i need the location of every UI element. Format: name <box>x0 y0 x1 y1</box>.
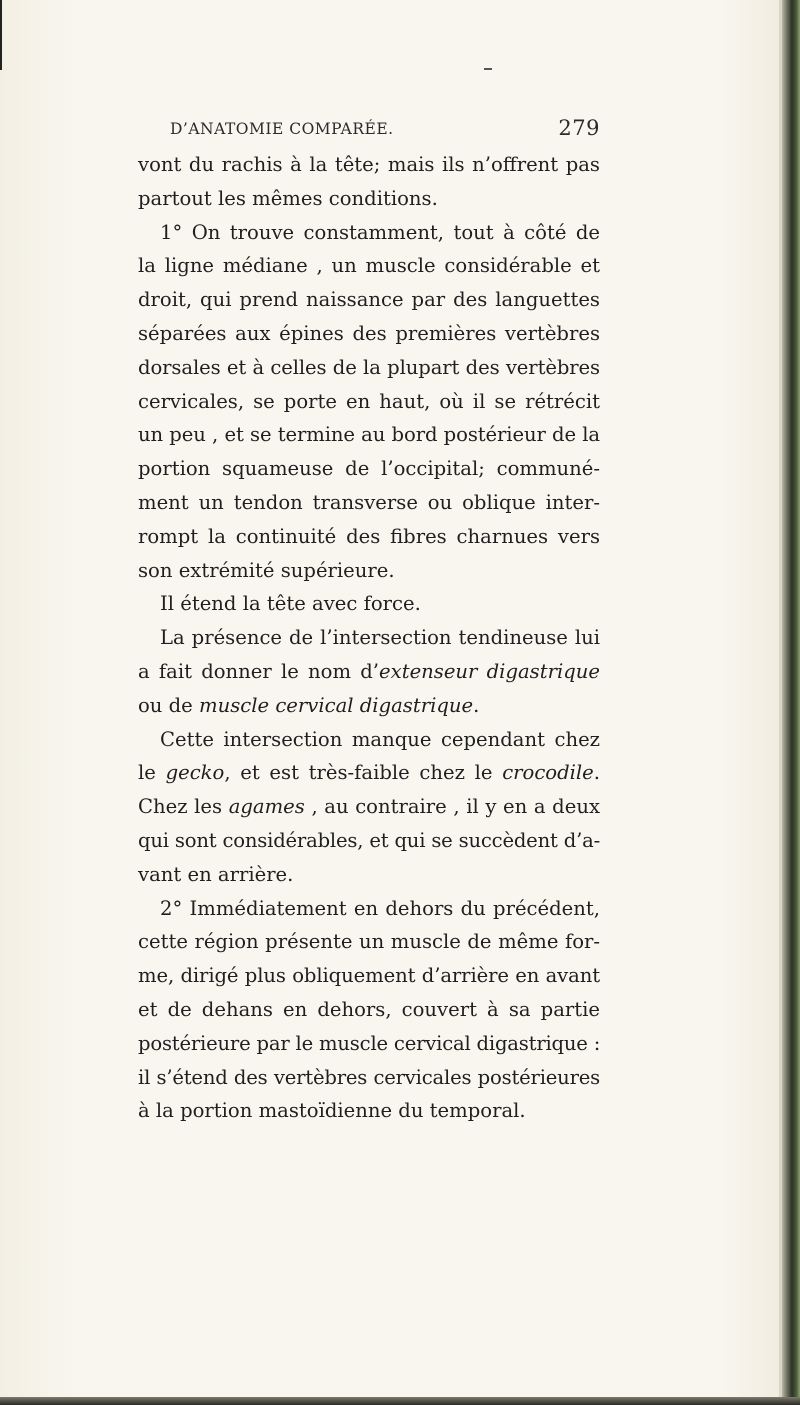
text-line: vant en arrière. <box>138 862 294 886</box>
text-line: partout les mêmes conditions. <box>138 186 438 210</box>
book-spine <box>782 0 800 1405</box>
scan-left-edge <box>0 0 2 1405</box>
text-line: cervicales, se porte en haut, où il se rétrécit <box>138 389 600 413</box>
text-line: 1° On trouve constamment, tout à côté de <box>160 220 600 244</box>
text-run: , au contraire , il y en a deux <box>304 795 600 819</box>
italic-term: crocodile <box>502 761 594 785</box>
text-run: . <box>593 761 600 785</box>
text-run: Chez les <box>138 795 229 819</box>
text-line: vont du rachis à la tête; mais ils n’offrent pas <box>138 153 600 176</box>
text-run: le <box>138 761 166 785</box>
text-run: a fait donner le nom d’ <box>138 659 380 683</box>
text-line: il s’étend des vertèbres cervicales postérieures <box>138 1065 600 1089</box>
text-run: ou de <box>138 693 200 717</box>
text-line: droit, qui prend naissance par des languettes <box>138 288 600 312</box>
scan-mark <box>484 68 492 70</box>
body-text <box>138 148 600 1128</box>
running-title: D’ANATOMIE COMPARÉE. <box>170 120 394 138</box>
running-head <box>170 118 600 148</box>
text-line: La présence de l’intersection tendineuse lui <box>160 626 600 650</box>
text-line: portion squameuse de l’occipital; communé- <box>138 457 600 481</box>
text-line: un peu , et se termine au bord postérieur de la <box>138 423 600 447</box>
page-number: 279 <box>558 116 600 140</box>
text-line: Il étend la tête avec force. <box>160 592 421 616</box>
text-line: dorsales et à celles de la plupart des vertèbres <box>138 355 600 379</box>
italic-term: agames <box>228 795 305 819</box>
text-line: 2° Immédiatement en dehors du précédent, <box>160 896 600 920</box>
scan-bottom-edge <box>0 1397 800 1405</box>
text-run: . <box>473 693 480 717</box>
text-line: la ligne médiane , un muscle considérable et <box>138 254 600 278</box>
text-line: son extrémité supérieure. <box>138 558 395 582</box>
text-line <box>138 689 600 723</box>
text-line: qui sont considérables, et qui se succèdent d’a- <box>138 828 600 852</box>
text-line: cette région présente un muscle de même for- <box>138 930 600 954</box>
text-line: séparées aux épines des premières vertèbres <box>138 321 600 345</box>
text-line: postérieure par le muscle cervical digastrique : <box>138 1031 601 1055</box>
italic-term: muscle cervical digastrique <box>199 693 474 717</box>
text-run: , et est très-faible chez le <box>224 761 503 785</box>
italic-term: extenseur digastrique <box>379 659 600 683</box>
text-line: à la portion mastoïdienne du temporal. <box>138 1099 526 1123</box>
text-line: ment un tendon transverse ou oblique inter- <box>138 490 600 514</box>
text-line <box>138 790 600 824</box>
text-line: rompt la continuité des fibres charnues vers <box>138 524 600 548</box>
text-line <box>138 756 600 790</box>
text-line: et de dehans en dehors, couvert à sa partie <box>138 997 600 1021</box>
text-line: Cette intersection manque cependant chez <box>160 727 600 751</box>
italic-term: gecko <box>165 761 225 785</box>
text-line <box>138 655 600 689</box>
text-line: me, dirigé plus obliquement d’arrière en avant <box>138 964 600 988</box>
